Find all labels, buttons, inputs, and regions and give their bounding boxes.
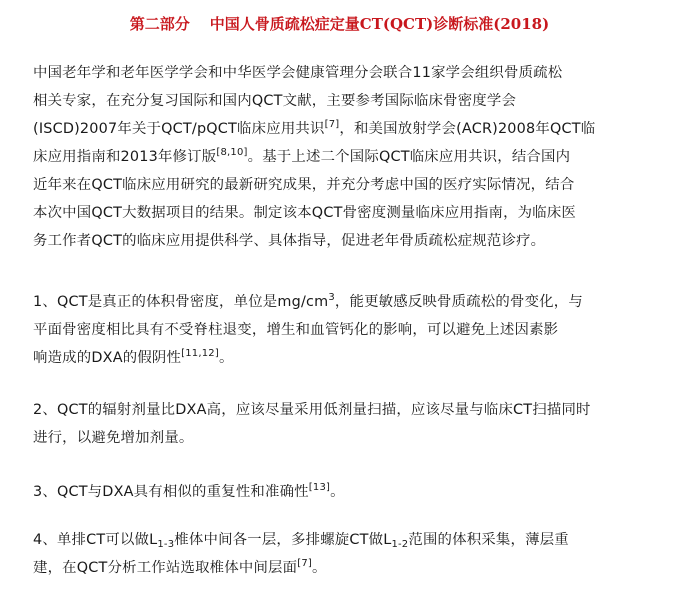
item-text: 1、QCT是真正的体积骨密度，单位是mg/cm xyxy=(33,294,329,310)
item-line xyxy=(33,344,647,372)
intro-line: 相关专家，在充分复习国际和国内QCT文献，主要参考国际临床骨密度学会 xyxy=(33,93,517,109)
list-item-2 xyxy=(33,396,647,452)
item-text: ，能更敏感反映骨质疏松的骨变化，与 xyxy=(334,294,583,310)
citation-ref: [13] xyxy=(308,482,331,493)
item-text: 范围的体积采集，薄层重 xyxy=(408,532,569,548)
intro-line: 近年来在QCT临床应用研究的最新研究成果，并充分考虑中国的医疗实际情况，结合 xyxy=(33,177,575,193)
item-line: 平面骨密度相比具有不受脊柱退变，增生和血管钙化的影响，可以避免上述因素影 xyxy=(33,322,559,338)
item-line xyxy=(33,478,647,506)
intro-line: 中国老年学和老年医学学会和中华医学会健康管理分会联合11家学会组织骨质疏松 xyxy=(33,65,563,81)
list-item-1 xyxy=(33,288,647,372)
item-text: 。 xyxy=(330,484,345,500)
item-text: 3、QCT与DXA具有相似的重复性和准确性 xyxy=(33,484,309,500)
item-line: 进行，以避免增加剂量。 xyxy=(33,430,194,446)
vertebra-subscript: 1-2 xyxy=(391,539,409,550)
intro-text: ，和美国放射学会(ACR)2008年QCT临 xyxy=(339,121,596,137)
intro-text: 床应用指南和2013年修订版 xyxy=(33,149,217,165)
item-text: 。 xyxy=(218,350,234,366)
list-item-4 xyxy=(33,526,647,582)
title-text: 中国人骨质疏松症定量CT(QCT)诊断标准(2018) xyxy=(209,15,550,33)
unit-superscript: 3 xyxy=(328,292,335,303)
vertebra-subscript: 1-3 xyxy=(157,539,175,550)
citation-ref: [7] xyxy=(324,119,340,130)
item-text: 响造成的DXA的假阴性 xyxy=(33,350,182,366)
list-item-3 xyxy=(33,478,647,506)
intro-text: (ISCD)2007年关于QCT/pQCT临床应用共识 xyxy=(33,121,325,137)
citation-ref: [7] xyxy=(297,558,312,569)
intro-line xyxy=(33,115,647,143)
intro-line: 本次中国QCT大数据项目的结果。制定该本QCT骨密度测量临床应用指南，为临床医 xyxy=(33,205,577,221)
intro-paragraph xyxy=(33,59,647,255)
item-text: 椎体中间各一层，多排螺旋CT做L xyxy=(174,532,392,548)
item-text: 建，在QCT分析工作站选取椎体中间层面 xyxy=(33,560,298,576)
page-title xyxy=(0,14,679,34)
item-line xyxy=(33,526,647,554)
item-line xyxy=(33,554,647,582)
item-text: 。 xyxy=(311,560,327,576)
intro-line: 务工作者QCT的临床应用提供科学、具体指导，促进老年骨质疏松症规范诊疗。 xyxy=(33,233,546,249)
item-text: 4、单排CT可以做L xyxy=(33,532,158,548)
citation-ref: [8,10] xyxy=(216,147,248,158)
item-line: 2、QCT的辐射剂量比DXA高，应该尽量采用低剂量扫描，应该尽量与临床CT扫描同时 xyxy=(33,402,591,418)
citation-ref: [11,12] xyxy=(181,348,219,359)
intro-text: 。基于上述二个国际QCT临床应用共识，结合国内 xyxy=(247,149,571,165)
title-part-label: 第二部分 xyxy=(129,15,190,33)
intro-line xyxy=(33,143,647,171)
item-line xyxy=(33,288,647,316)
